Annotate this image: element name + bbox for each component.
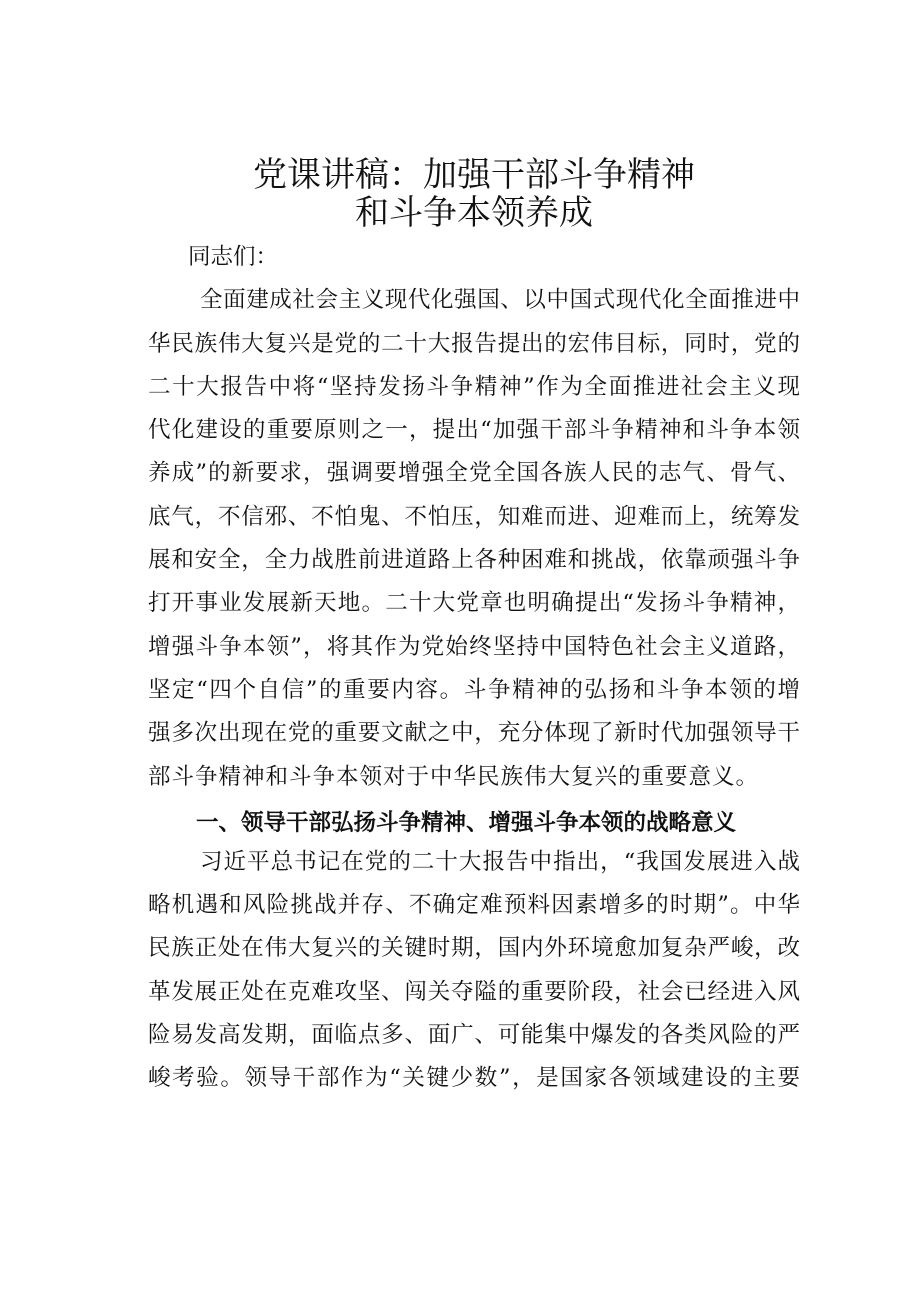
salutation: 同志们： — [188, 244, 279, 270]
intro-paragraph — [148, 279, 800, 799]
paragraph-line: 略机遇和风险挑战并存、不确定难预料因素增多的时期”。中华 — [148, 892, 800, 919]
paragraph-line: 部斗争精神和斗争本领对于中华民族伟大复兴的重要意义。 — [148, 763, 760, 790]
paragraph-line: 代化建设的重要原则之一，提出“加强干部斗争精神和斗争本领 — [148, 417, 800, 444]
document-title — [148, 156, 800, 232]
paragraph-line: 民族正处在伟大复兴的关键时期，国内外环境愈加复杂严峻，改 — [148, 935, 800, 962]
paragraph-line: 强多次出现在党的重要文献之中，充分体现了新时代加强领导干 — [148, 720, 800, 747]
paragraph-line: 展和安全，全力战胜前进道路上各种困难和挑战，依靠顽强斗争 — [148, 547, 800, 574]
document-body — [148, 156, 800, 1101]
title-line-1: 党课讲稿：加强干部斗争精神 — [253, 155, 695, 195]
paragraph-line: 二十大报告中将“坚持发扬斗争精神”作为全面推进社会主义现 — [148, 373, 800, 400]
title-line-2: 和斗争本领养成 — [355, 193, 593, 233]
section-heading: 一、领导干部弘扬斗争精神、增强斗争本领的战略意义 — [196, 809, 737, 836]
paragraph-line: 增强斗争本领”，将其作为党始终坚持中国特色社会主义道路， — [148, 633, 800, 660]
paragraph-line: 全面建成社会主义现代化强国、以中国式现代化全面推进中 — [200, 287, 800, 314]
paragraph-line: 峻考验。领导干部作为“关键少数”，是国家各领域建设的主要 — [148, 1065, 800, 1092]
paragraph-line: 养成”的新要求，强调要增强全党全国各族人民的志气、骨气、 — [148, 460, 800, 487]
paragraph-line: 习近平总书记在党的二十大报告中指出，“我国发展进入战 — [200, 848, 800, 875]
paragraph-line: 华民族伟大复兴是党的二十大报告提出的宏伟目标，同时，党的 — [148, 330, 800, 357]
paragraph-line: 底气，不信邪、不怕鬼、不怕压，知难而进、迎难而上，统筹发 — [148, 503, 800, 530]
paragraph-line: 打开事业发展新天地。二十大党章也明确提出“发扬斗争精神， — [148, 590, 800, 617]
paragraph-line: 坚定“四个自信”的重要内容。斗争精神的弘扬和斗争本领的增 — [148, 676, 800, 703]
section-paragraph — [148, 841, 800, 1101]
paragraph-line: 险易发高发期，面临点多、面广、可能集中爆发的各类风险的严 — [148, 1022, 800, 1049]
paragraph-line: 革发展正处在克难攻坚、闯关夺隘的重要阶段，社会已经进入风 — [148, 978, 800, 1005]
